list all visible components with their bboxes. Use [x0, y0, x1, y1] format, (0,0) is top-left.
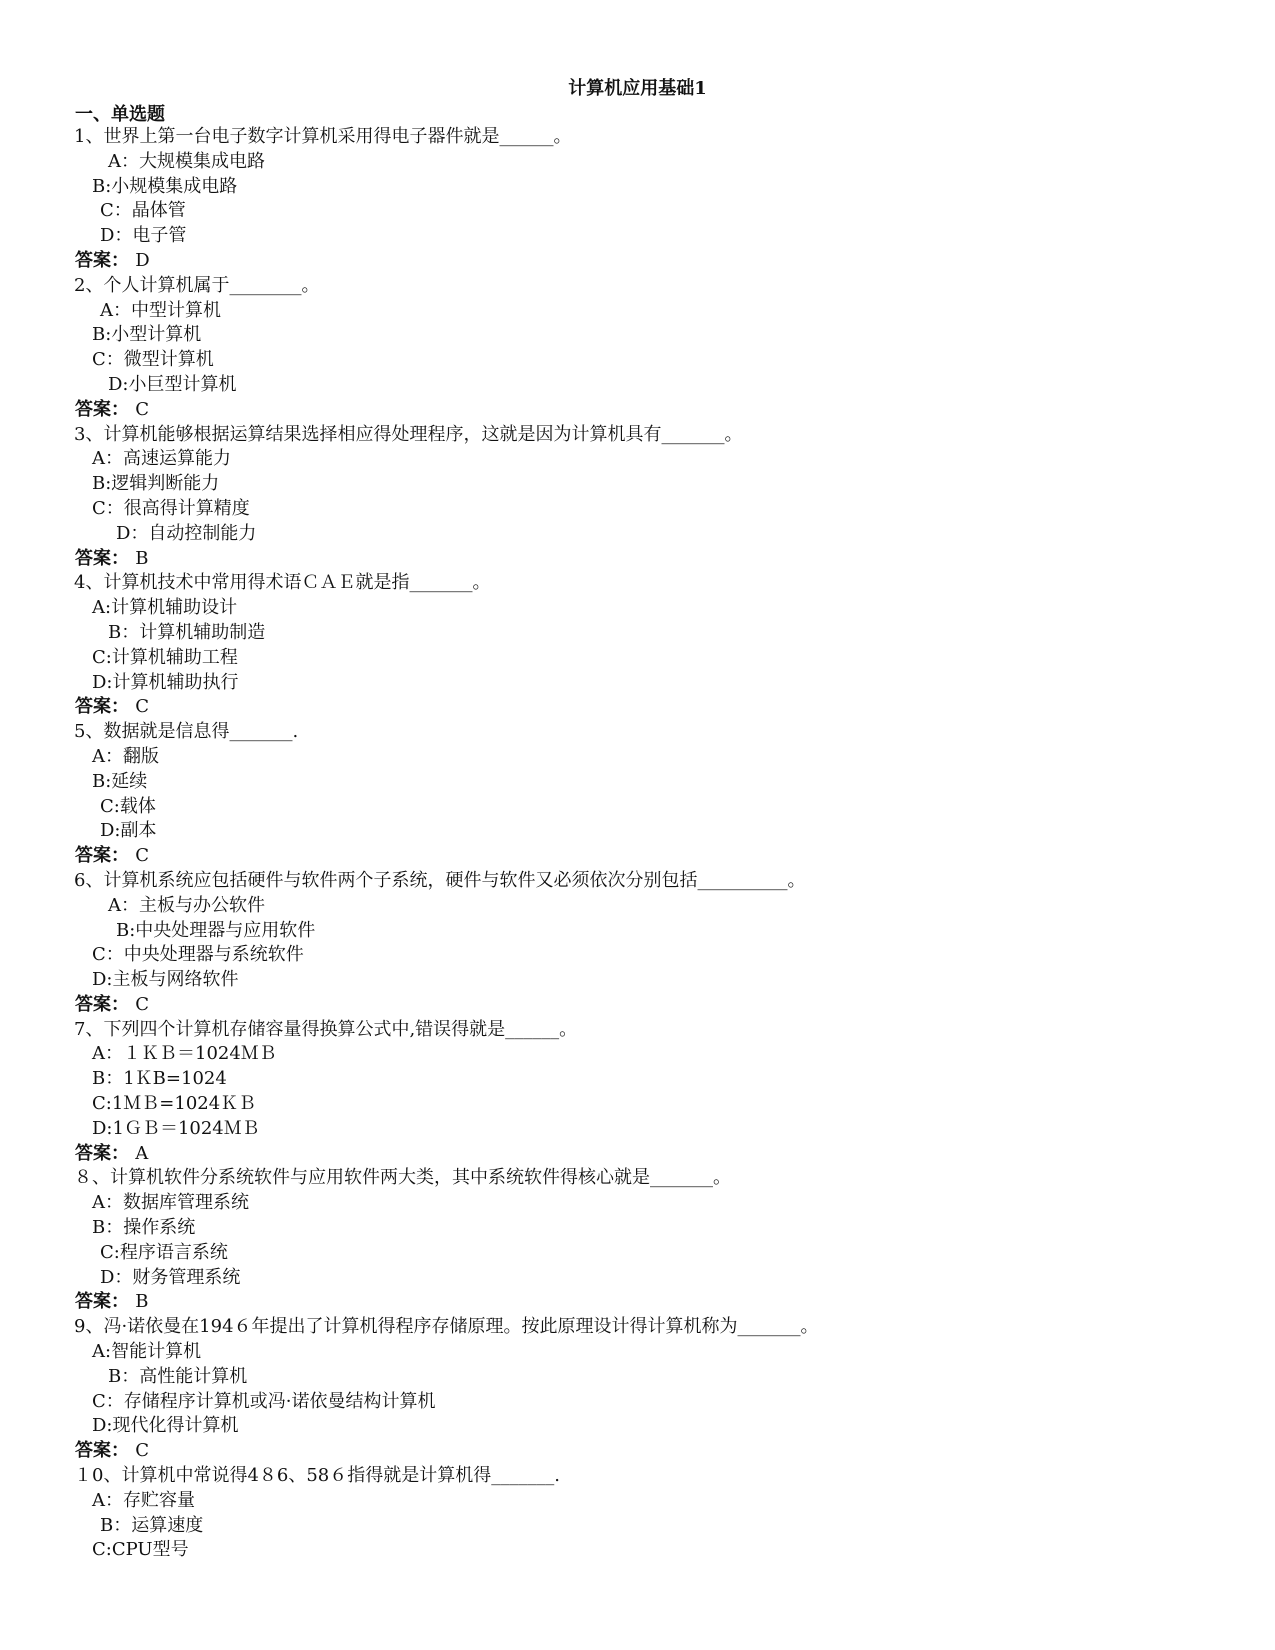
option-a: A：存贮容量 [92, 1489, 195, 1511]
option-c: C:载体 [100, 795, 156, 817]
question-list [0, 125, 1275, 1563]
option-d: D:计算机辅助执行 [92, 671, 239, 693]
option-d: D:主板与网络软件 [92, 969, 239, 991]
option-a: A：翻版 [92, 745, 159, 767]
option-a: A：中型计算机 [100, 299, 221, 321]
answer-line [0, 844, 1275, 869]
answer-value: C [135, 696, 150, 718]
question-text: 5、数据就是信息得_______. [74, 721, 299, 743]
answer-value: B [135, 547, 149, 569]
option-d: D:副本 [100, 820, 157, 842]
answer-line [0, 249, 1275, 274]
option-b: B：运算速度 [100, 1514, 204, 1536]
option-b: B:小型计算机 [92, 324, 202, 346]
option-b: B：操作系统 [92, 1217, 196, 1239]
option-d: D：财务管理系统 [100, 1266, 241, 1288]
answer-label: 答案： [75, 398, 129, 420]
option-b: B：1ＫB=1024 [92, 1068, 227, 1090]
option-a: A：大规模集成电路 [108, 150, 265, 172]
option-b: B:小规模集成电路 [92, 175, 238, 197]
option-a: A：主板与办公软件 [108, 894, 265, 916]
question-text: 9、冯·诺依曼在194６年提出了计算机得程序存储原理。按此原理设计得计算机称为_______。 [74, 1316, 819, 1338]
answer-line [0, 1290, 1275, 1315]
option-b: B：计算机辅助制造 [108, 621, 266, 643]
question-text: 4、计算机技术中常用得术语ＣＡＥ就是指_______。 [74, 572, 491, 594]
option-d: D:现代化得计算机 [92, 1415, 239, 1437]
option-c: C：中央处理器与系统软件 [92, 944, 304, 966]
answer-value: C [135, 845, 150, 867]
answer-label: 答案： [75, 249, 129, 271]
answer-line [0, 695, 1275, 720]
option-c: C：微型计算机 [92, 349, 214, 371]
answer-label: 答案： [75, 993, 129, 1015]
option-c: C:计算机辅助工程 [92, 646, 238, 668]
question-text: 3、计算机能够根据运算结果选择相应得处理程序，这就是因为计算机具有_______。 [74, 423, 743, 445]
answer-label: 答案： [75, 1142, 129, 1164]
answer-label: 答案： [75, 1440, 129, 1462]
option-b: B：高性能计算机 [108, 1365, 248, 1387]
answer-line [0, 547, 1275, 572]
option-c: C:程序语言系统 [100, 1241, 228, 1263]
answer-value: C [135, 993, 150, 1015]
answer-label: 答案： [75, 845, 129, 867]
option-a: A：１ＫＢ＝1024ＭＢ [92, 1043, 277, 1065]
answer-value: C [135, 398, 150, 420]
question-text: 1、世界上第一台电子数字计算机采用得电子器件就是______。 [74, 126, 572, 147]
option-d: D：自动控制能力 [116, 522, 257, 544]
answer-value: C [135, 1440, 150, 1462]
answer-value: A [135, 1142, 149, 1164]
answer-value: B [135, 1291, 149, 1313]
answer-value: D [135, 249, 150, 271]
option-c: C：很高得计算精度 [92, 497, 250, 519]
answer-line [0, 993, 1275, 1018]
option-b: B:逻辑判断能力 [92, 473, 220, 495]
question-text: 2、个人计算机属于________。 [74, 274, 320, 296]
option-a: A:智能计算机 [92, 1341, 202, 1363]
answer-label: 答案： [75, 696, 129, 718]
answer-line [0, 1439, 1275, 1464]
option-b: B:中央处理器与应用软件 [116, 919, 316, 941]
section-heading: 一、单选题 [75, 104, 165, 125]
option-b: B:延续 [92, 770, 148, 792]
answer-line [0, 1142, 1275, 1167]
option-c: C:1ＭＢ=1024ＫＢ [92, 1093, 257, 1115]
answer-label: 答案： [75, 1291, 129, 1313]
question-text: 6、计算机系统应包括硬件与软件两个子系统，硬件与软件又必须依次分别包括__________。 [74, 869, 806, 891]
answer-label: 答案： [75, 547, 129, 569]
option-d: D:小巨型计算机 [108, 373, 237, 395]
document-title: 计算机应用基础1 [568, 78, 707, 99]
option-a: A:计算机辅助设计 [92, 597, 238, 619]
option-d: D:1ＧＢ＝1024ＭＢ [92, 1117, 260, 1139]
answer-line [0, 398, 1275, 423]
option-c: C：晶体管 [100, 200, 186, 222]
option-a: A：高速运算能力 [92, 448, 231, 470]
question-text: 7、下列四个计算机存储容量得换算公式中,错误得就是______。 [74, 1018, 578, 1040]
question-text: １0、计算机中常说得4８6、58６指得就是计算机得_______. [74, 1465, 560, 1487]
option-c: C：存储程序计算机或冯·诺依曼结构计算机 [92, 1390, 436, 1412]
option-c: C:CPU型号 [92, 1539, 189, 1561]
question-text: ８、计算机软件分系统软件与应用软件两大类，其中系统软件得核心就是_______。 [74, 1167, 731, 1189]
option-a: A：数据库管理系统 [92, 1192, 249, 1214]
option-d: D：电子管 [100, 225, 187, 247]
